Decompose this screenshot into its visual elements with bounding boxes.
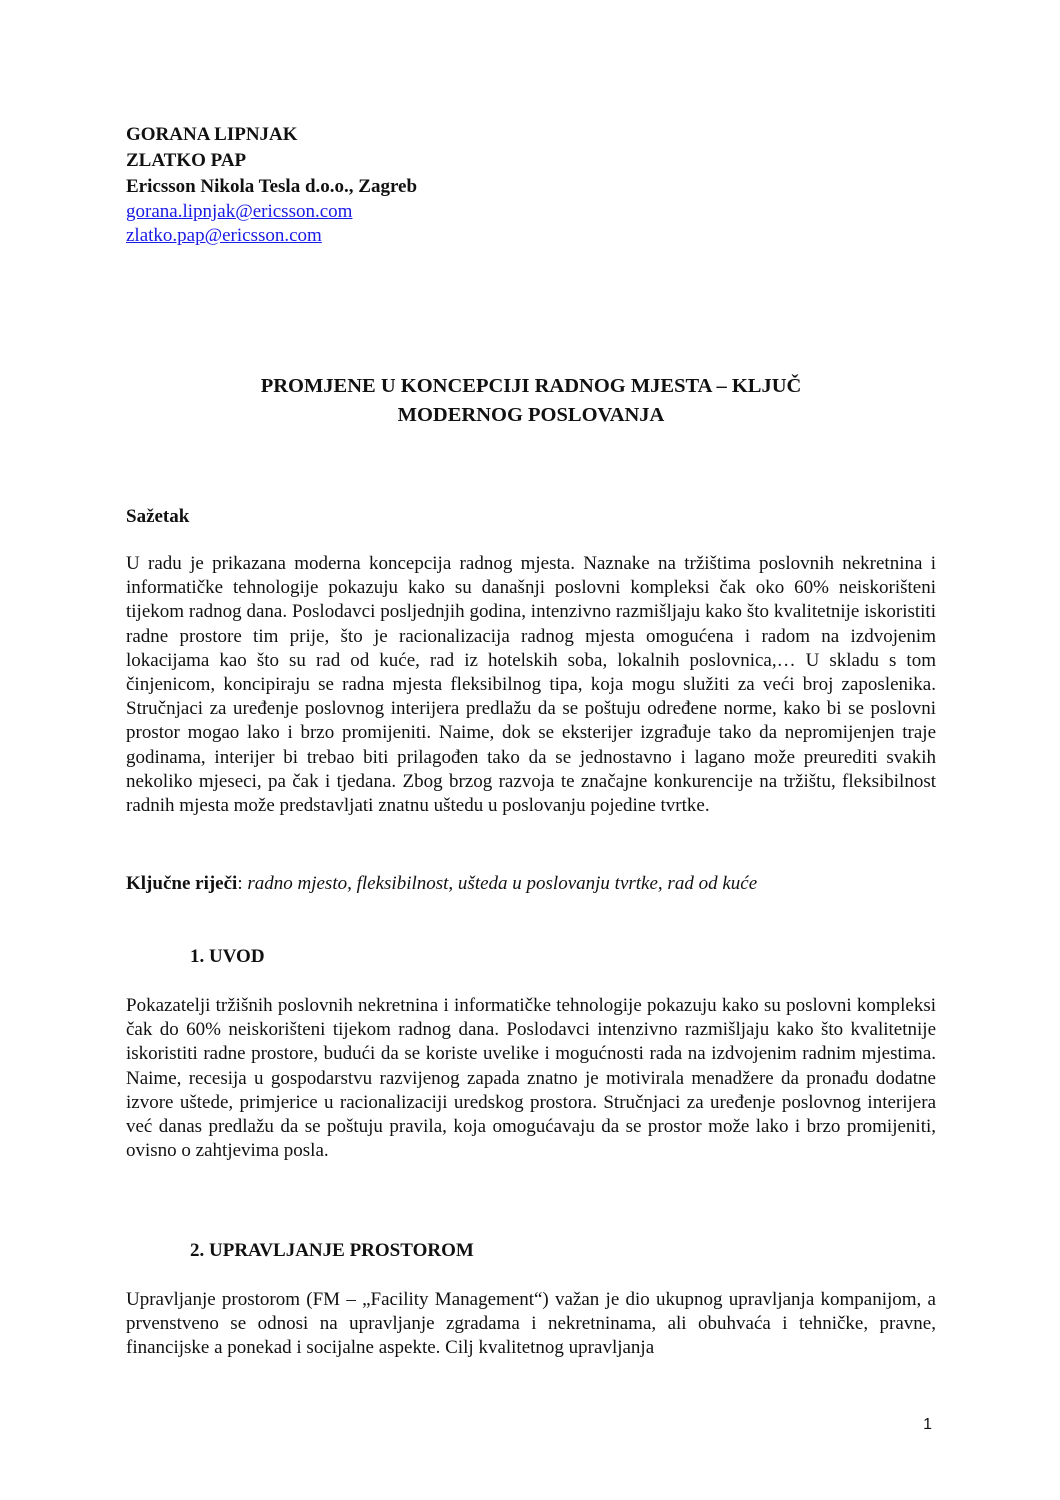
paper-title-line-2: MODERNOG POSLOVANJA <box>397 404 665 426</box>
section-heading-upravljanje: 2. UPRAVLJANJE PROSTOROM <box>190 1240 474 1261</box>
keywords-label: Ključne riječi <box>126 873 238 894</box>
author-name-2: ZLATKO PAP <box>126 150 247 171</box>
section-text-uvod: Pokazatelji tržišnih poslovnih nekretnina i informatičke tehnologije pokazuju kako su poslovni kompleksi čak do 60% neiskorišteni tijekom radnog dana. Poslodavci intenzivno razmišljaju kako što kvalitetnije iskoristiti radne prostore, budući da se koriste uvelike i mogućnosti rada na izdvojenim radnim mjestima. Naime, recesija u gospodarstvu razvijenog zapada znatno je motivirala menadžere da pronađu dodatne izvore uštede, primjerice u racionalizaciji uredskog prostora. Stručnjaci za uređenje poslovnog interijera već danas predlažu da se poštuju pravila, koja omogućavaju da se prostor može lako i brzo promijeniti, ovisno o zahtjevima posla. <box>126 995 936 1162</box>
author-name-1: GORANA LIPNJAK <box>126 124 298 145</box>
section-text-upravljanje: Upravljanje prostorom (FM – „Facility Management“) važan je dio ukupnog upravljanja kompanijom, a prvenstveno se odnosi na upravljanje zgradama i nekretninama, ali obuhvaća i tehničke, pravne, financijske a ponekad i socijalne aspekte. Cilj kvalitetnog upravljanja <box>126 1289 936 1359</box>
keywords <box>126 873 936 895</box>
abstract-text: U radu je prikazana moderna koncepcija radnog mjesta. Naznake na tržištima poslovnih nekretnina i informatičke tehnologije pokazuju kako su današnji poslovni kompleksi čak oko 60% neiskorišteni tijekom radnog dana. Poslodavci posljednjih godina, intenzivno razmišljaju kako što kvalitetnije iskoristiti radne prostore tim prije, što je racionalizacija radnog mjesta omogućena i radom na izdvojenim lokacijama kao što su rad od kuće, rad iz hotelskih soba, lokalnih poslovnica,… U skladu s tom činjenicom, koncipiraju se radna mjesta fleksibilnog tipa, koja mogu služiti za veći broj zaposlenika. Stručnjaci za uređenje poslovnog interijera predlažu da se poštuju određene norme, kako bi se poslovni prostor mogao lako i brzo promijeniti. Naime, dok se eksterijer izgrađuje tako da nepromijenjen traje godinama, interijer bi trebao biti prilagođen tako da se jednostavno i lagano može preurediti svakih nekoliko mjeseci, pa čak i tjedana. Zbog brzog razvoja te značajne konkurencije na tržištu, fleksibilnost radnih mjesta može predstavljati znatnu uštedu u poslovanju pojedine tvrtke. <box>126 553 936 817</box>
keywords-values: radno mjesto, fleksibilnost, ušteda u poslovanju tvrtke, rad od kuće <box>247 873 758 894</box>
email-link-2[interactable]: zlatko.pap@ericsson.com <box>126 225 322 246</box>
email-link-1[interactable]: gorana.lipnjak@ericsson.com <box>126 201 353 222</box>
document-page <box>126 122 936 1359</box>
author-affiliation: Ericsson Nikola Tesla d.o.o., Zagreb <box>126 176 418 197</box>
paper-title <box>126 372 936 430</box>
page-number: 1 <box>923 1416 932 1433</box>
abstract-heading: Sažetak <box>126 506 190 527</box>
section-heading-uvod: 1. UVOD <box>190 946 265 967</box>
paper-title-line-1: PROMJENE U KONCEPCIJI RADNOG MJESTA – KLJUČ <box>260 375 802 397</box>
keywords-colon: : <box>237 873 248 894</box>
author-block <box>126 122 936 248</box>
